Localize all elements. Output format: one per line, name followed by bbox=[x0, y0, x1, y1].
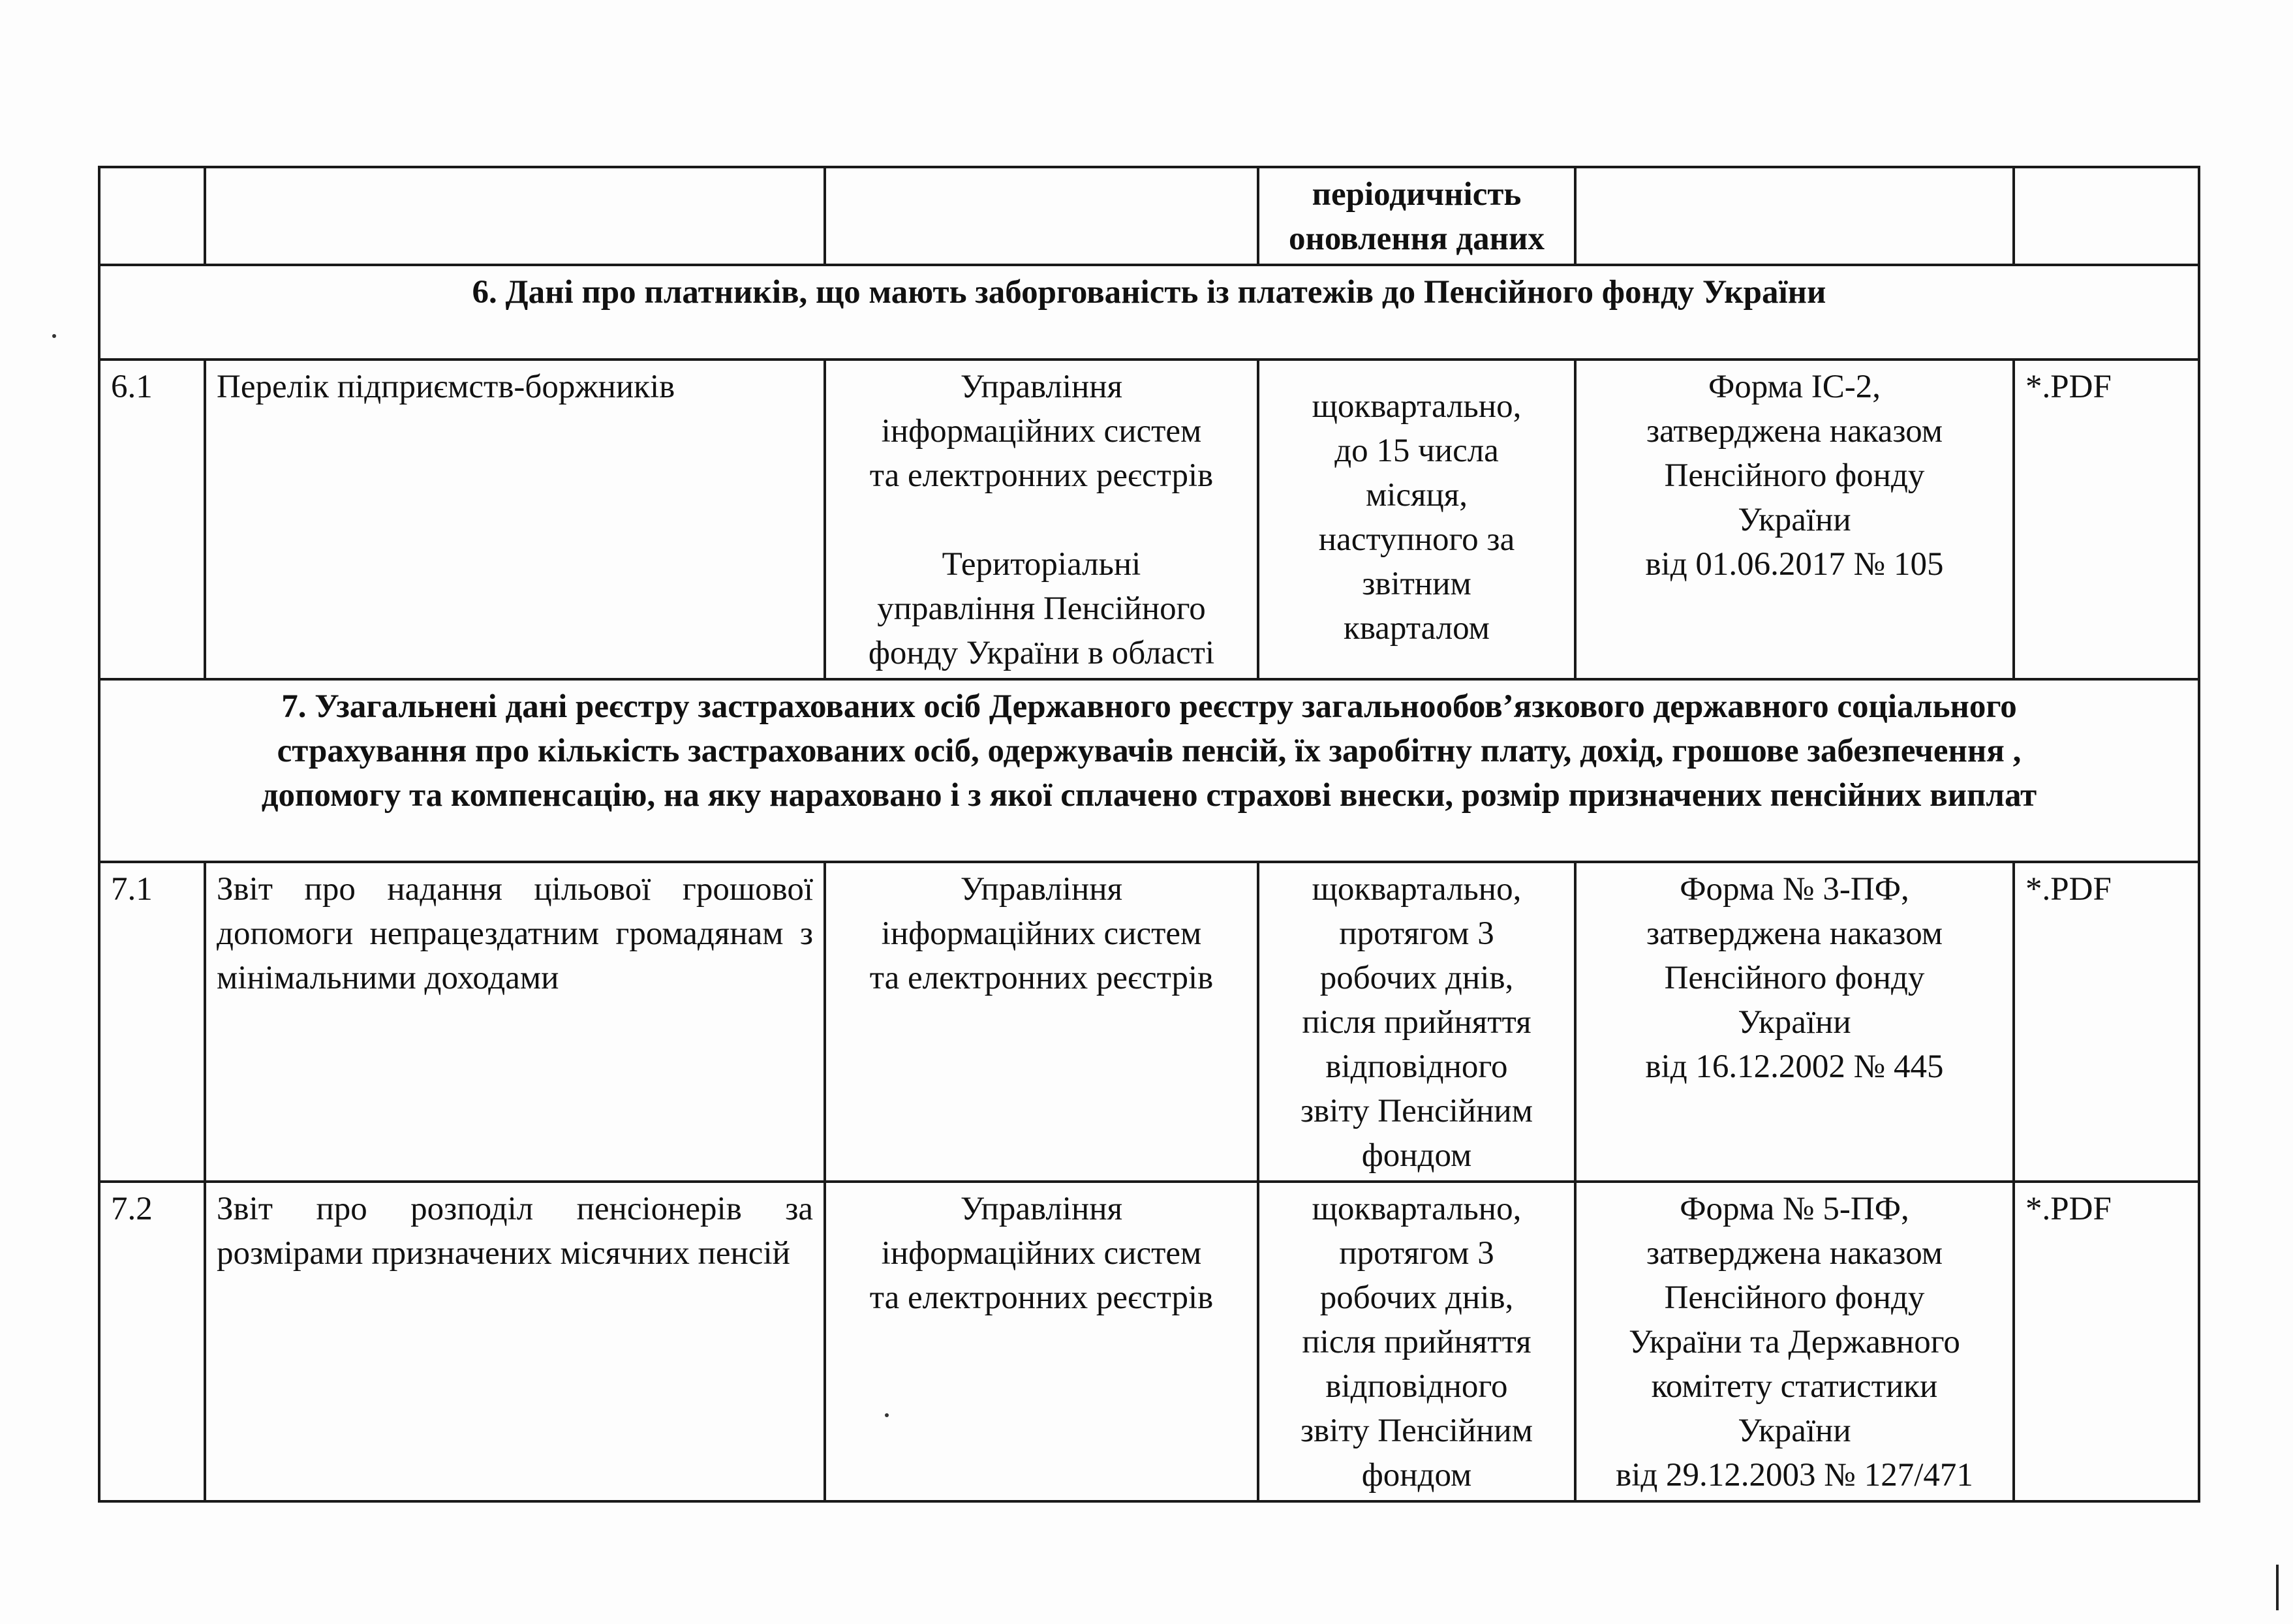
table-row bbox=[99, 862, 2199, 1182]
data-table bbox=[98, 166, 2200, 1503]
section-6-row bbox=[99, 265, 2199, 360]
header-row bbox=[99, 167, 2199, 265]
row-number: 6.1 bbox=[99, 360, 205, 679]
row-responsible bbox=[825, 862, 1258, 1182]
periodicity-line: фондом bbox=[1361, 1137, 1472, 1174]
periodicity-line: протягом 3 bbox=[1339, 915, 1494, 952]
row-number: 7.1 bbox=[99, 862, 205, 1182]
responsible-line: інформаційних систем bbox=[881, 1235, 1202, 1272]
cell-empty bbox=[825, 167, 1258, 265]
periodicity-line: щоквартально, bbox=[1312, 1191, 1522, 1227]
section-7-line: 7. Узагальнені дані реєстру застрахованих осіб Державного реєстру загальнообов’язкового державного соціального bbox=[281, 688, 2017, 725]
cell-empty bbox=[99, 167, 205, 265]
responsible-line: Управління bbox=[960, 1191, 1123, 1227]
periodicity-line: фондом bbox=[1361, 1457, 1472, 1494]
row-responsible bbox=[825, 360, 1258, 679]
table-row bbox=[99, 1182, 2199, 1501]
row-form bbox=[1575, 1182, 2014, 1501]
form-line: Форма ІС-2, bbox=[1708, 369, 1881, 405]
form-line: Пенсійного фонду bbox=[1664, 457, 1925, 494]
form-line: від 29.12.2003 № 127/471 bbox=[1616, 1457, 1973, 1494]
form-line: від 16.12.2002 № 445 bbox=[1645, 1049, 1944, 1085]
header-periodicity-line: періодичність bbox=[1312, 176, 1522, 213]
periodicity-line: після прийняття bbox=[1302, 1324, 1531, 1360]
periodicity-line: відповідного bbox=[1325, 1368, 1508, 1405]
responsible-line: та електронних реєстрів bbox=[869, 457, 1214, 494]
periodicity-line: звіту Пенсійним bbox=[1300, 1413, 1533, 1449]
form-line: затверджена наказом bbox=[1646, 413, 1943, 450]
periodicity-line: робочих днів, bbox=[1319, 960, 1514, 996]
form-line: комітету статистики bbox=[1651, 1368, 1938, 1405]
row-periodicity bbox=[1258, 1182, 1575, 1501]
header-periodicity-line: оновлення даних bbox=[1289, 221, 1545, 257]
form-line: затверджена наказом bbox=[1646, 1235, 1943, 1272]
form-line: України bbox=[1738, 1413, 1851, 1449]
responsible-line: Управління bbox=[960, 871, 1123, 908]
periodicity-line: робочих днів, bbox=[1319, 1279, 1514, 1316]
periodicity-line: до 15 числа bbox=[1334, 433, 1499, 469]
header-periodicity bbox=[1258, 167, 1575, 265]
periodicity-line: протягом 3 bbox=[1339, 1235, 1494, 1272]
row-form bbox=[1575, 862, 2014, 1182]
form-line: України bbox=[1738, 502, 1851, 538]
periodicity-line: звітним bbox=[1362, 566, 1471, 602]
responsible-line: управління Пенсійного bbox=[877, 590, 1206, 627]
table-row bbox=[99, 360, 2199, 679]
form-line: Пенсійного фонду bbox=[1664, 1279, 1925, 1316]
section-7-title bbox=[99, 679, 2199, 862]
row-name: Звіт про розподіл пенсіонерів за розмірами призначених місячних пенсій bbox=[205, 1182, 825, 1501]
periodicity-line: щоквартально, bbox=[1312, 871, 1522, 908]
responsible-line: Управління bbox=[960, 369, 1123, 405]
row-name: Перелік підприємств-боржників bbox=[205, 360, 825, 679]
section-7-row bbox=[99, 679, 2199, 862]
responsible-line: Територіальні bbox=[942, 546, 1141, 583]
periodicity-line: звіту Пенсійним bbox=[1300, 1093, 1533, 1129]
responsible-line: фонду України в області bbox=[868, 635, 1215, 671]
responsible-line: та електронних реєстрів bbox=[869, 960, 1214, 996]
periodicity-line: щоквартально, bbox=[1312, 388, 1522, 425]
responsible-line: та електронних реєстрів bbox=[869, 1279, 1214, 1316]
row-form bbox=[1575, 360, 2014, 679]
form-line: від 01.06.2017 № 105 bbox=[1645, 546, 1944, 583]
row-responsible bbox=[825, 1182, 1258, 1501]
section-7-line: страхування про кількість застрахованих осіб, одержувачів пенсій, їх заробітну плату, дохід, грошове забезпечення , bbox=[277, 733, 2022, 769]
row-number: 7.2 bbox=[99, 1182, 205, 1501]
form-line: Пенсійного фонду bbox=[1664, 960, 1925, 996]
responsible-line: інформаційних систем bbox=[881, 915, 1202, 952]
form-line: Форма № 5-ПФ, bbox=[1680, 1191, 1909, 1227]
form-line: Форма № 3-ПФ, bbox=[1680, 871, 1909, 908]
row-name: Звіт про надання цільової грошової допомоги непрацездатним громадянам з мінімальними доходами bbox=[205, 862, 825, 1182]
row-format: *.PDF bbox=[2014, 360, 2199, 679]
periodicity-line: після прийняття bbox=[1302, 1004, 1531, 1041]
section-6-title: 6. Дані про платників, що мають заборгованість із платежів до Пенсійного фонду України bbox=[99, 265, 2199, 360]
row-periodicity bbox=[1258, 360, 1575, 679]
periodicity-line: відповідного bbox=[1325, 1049, 1508, 1085]
form-line: затверджена наказом bbox=[1646, 915, 1943, 952]
cell-empty bbox=[205, 167, 825, 265]
form-line: України та Державного bbox=[1629, 1324, 1960, 1360]
periodicity-line: місяця, bbox=[1365, 477, 1468, 513]
responsible-line: інформаційних систем bbox=[881, 413, 1202, 450]
cell-empty bbox=[1575, 167, 2014, 265]
row-format: *.PDF bbox=[2014, 1182, 2199, 1501]
scan-speck bbox=[885, 1413, 889, 1417]
periodicity-line: кварталом bbox=[1344, 610, 1490, 647]
periodicity-line: наступного за bbox=[1318, 521, 1515, 558]
section-7-line: допомогу та компенсацію, на яку нараховано і з якої сплачено страхові внески, розмір призначених пенсійних виплат bbox=[261, 777, 2037, 814]
scan-margin-mark bbox=[2276, 1565, 2279, 1610]
row-periodicity bbox=[1258, 862, 1575, 1182]
scan-speck bbox=[52, 334, 56, 338]
form-line: України bbox=[1738, 1004, 1851, 1041]
cell-empty bbox=[2014, 167, 2199, 265]
row-format: *.PDF bbox=[2014, 862, 2199, 1182]
